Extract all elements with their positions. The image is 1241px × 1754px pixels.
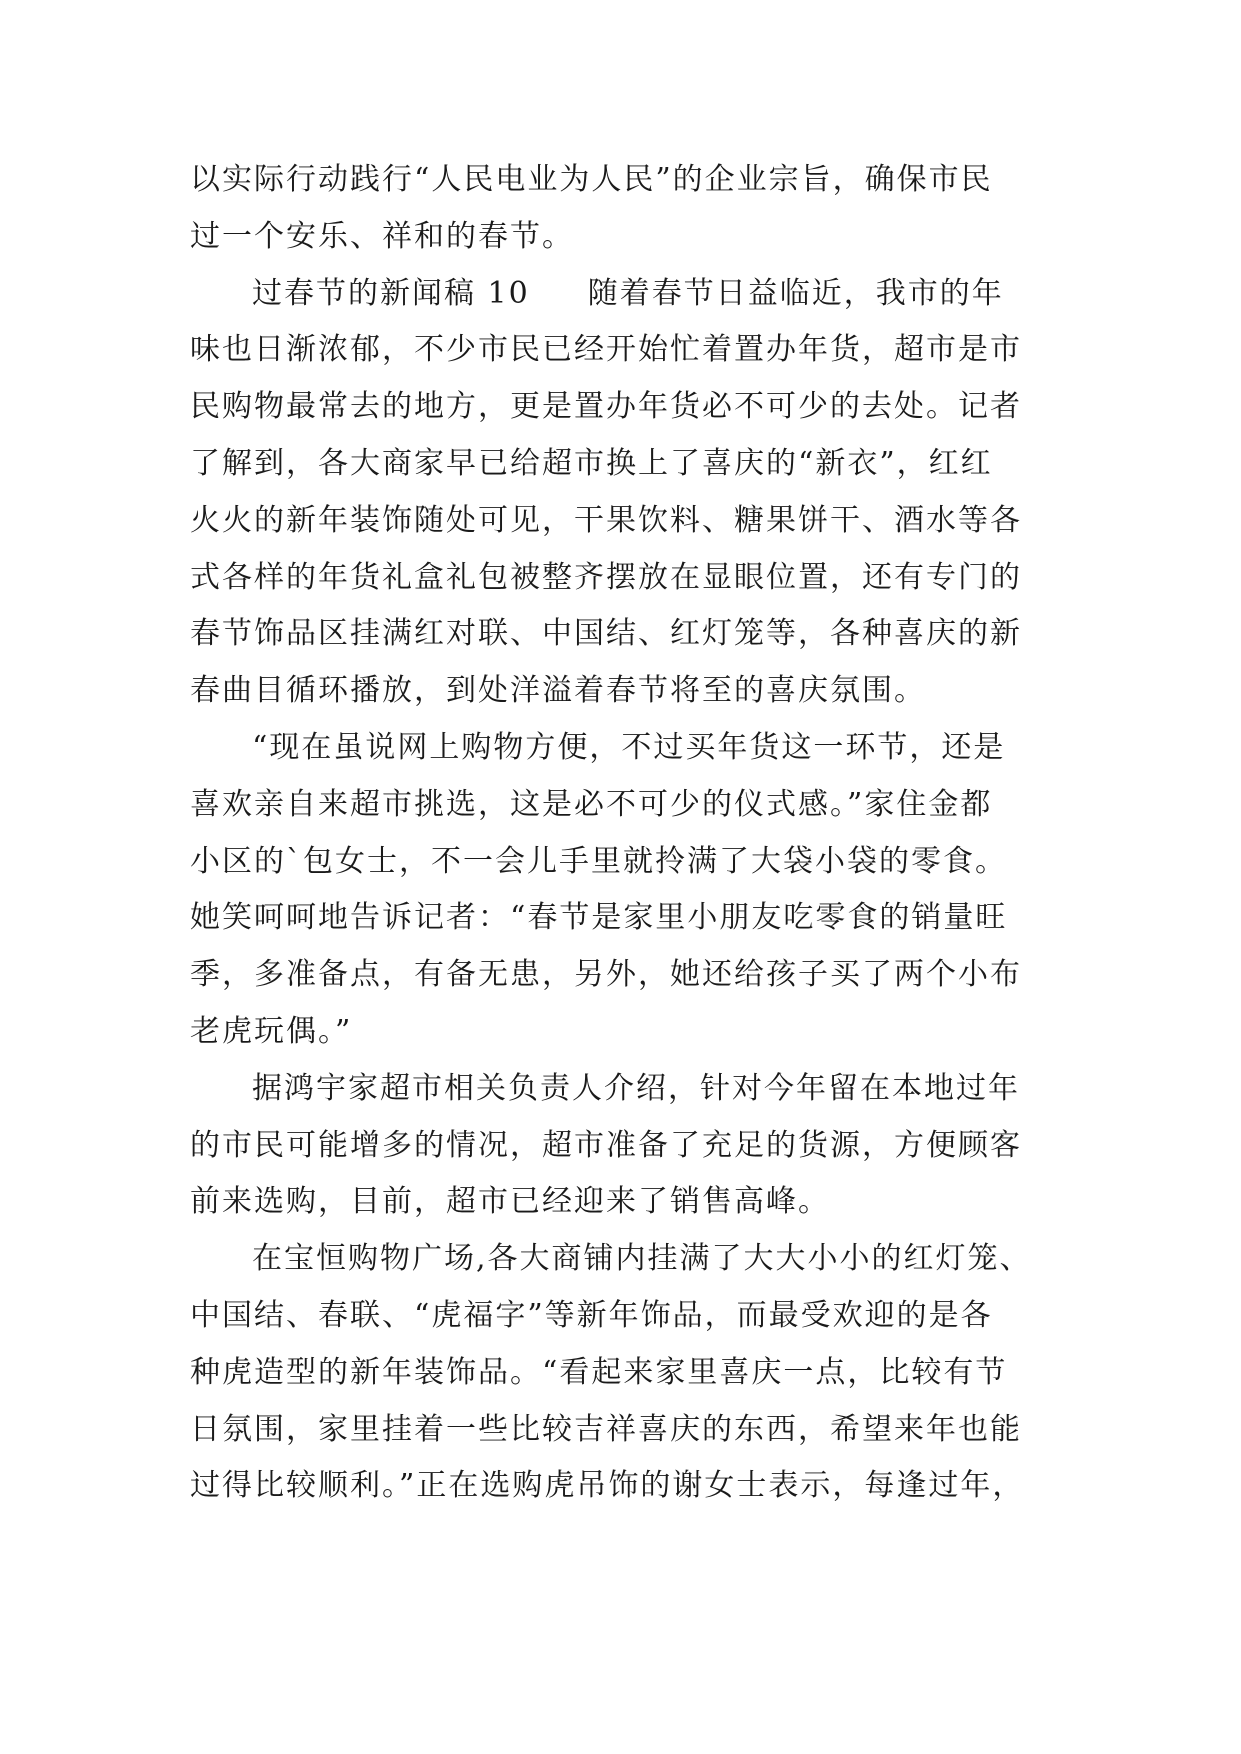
article-heading: 过春节的新闻稿 10: [252, 275, 530, 311]
text-line: 日氛围，家里挂着一些比较吉祥喜庆的东西，希望来年也能: [190, 1411, 1022, 1447]
text-line: 喜欢亲自来超市挑选，这是必不可少的仪式感。”家住金都: [190, 786, 993, 822]
text-line: “现在虽说网上购物方便，不过买年货这一环节，还是: [252, 729, 1006, 765]
text-line: 她笑呵呵地告诉记者：“春节是家里小朋友吃零食的销量旺: [190, 900, 1008, 936]
text-line: 在宝恒购物广场,各大商铺内挂满了大大小小的红灯笼、: [252, 1241, 1032, 1277]
text-line: [190, 266, 1060, 323]
text-line: 过得比较顺利。”正在选购虎吊饰的谢女士表示，每逢过年，: [190, 1468, 1025, 1504]
text-line: 火火的新年装饰随处可见，干果饮料、糖果饼干、酒水等各: [190, 502, 1022, 538]
text-line: 春节饰品区挂满红对联、中国结、红灯笼等，各种喜庆的新: [190, 616, 1022, 652]
text-line: 味也日渐浓郁，不少市民已经开始忙着置办年货，超市是市: [190, 332, 1022, 368]
paragraph-3: [190, 720, 1060, 1061]
paragraph-2: [190, 266, 1060, 720]
text-line: 民购物最常去的地方，更是置办年货必不可少的去处。记者: [190, 389, 1022, 425]
text-line: 前来选购，目前，超市已经迎来了销售高峰。: [190, 1184, 830, 1220]
text-line: 季，多准备点，有备无患，另外，她还给孩子买了两个小布: [190, 957, 1022, 993]
text-line: 的市民可能增多的情况，超市准备了充足的货源，方便顾客: [190, 1127, 1022, 1163]
text-line: 老虎玩偶。”: [190, 1013, 353, 1049]
text-line: 种虎造型的新年装饰品。“看起来家里喜庆一点，比较有节: [190, 1354, 1008, 1390]
paragraph-4: [190, 1061, 1060, 1231]
text-line: 据鸿宇家超市相关负责人介绍，针对今年留在本地过年: [252, 1070, 1020, 1106]
text-line: 式各样的年货礼盒礼包被整齐摆放在显眼位置，还有专门的: [190, 559, 1022, 595]
paragraph-5: [190, 1231, 1060, 1515]
text-line: 小区的`包女士，不一会儿手里就拎满了大袋小袋的零食。: [190, 843, 1007, 879]
paragraph-1: [190, 152, 1060, 266]
text-line: 中国结、春联、“虎福字”等新年饰品，而最受欢迎的是各: [190, 1297, 993, 1333]
article-body: [190, 152, 1060, 1515]
text-line: 春曲目循环播放，到处洋溢着春节将至的喜庆氛围。: [190, 673, 926, 709]
text-line: 以实际行动践行“人民电业为人民”的企业宗旨，确保市民: [190, 162, 993, 197]
text-line: 过一个安乐、祥和的春节。: [190, 218, 574, 254]
text-line: 了解到，各大商家早已给超市换上了喜庆的“新衣”，红红: [190, 445, 993, 481]
text-fragment: 随着春节日益临近，我市的年: [587, 275, 1004, 311]
